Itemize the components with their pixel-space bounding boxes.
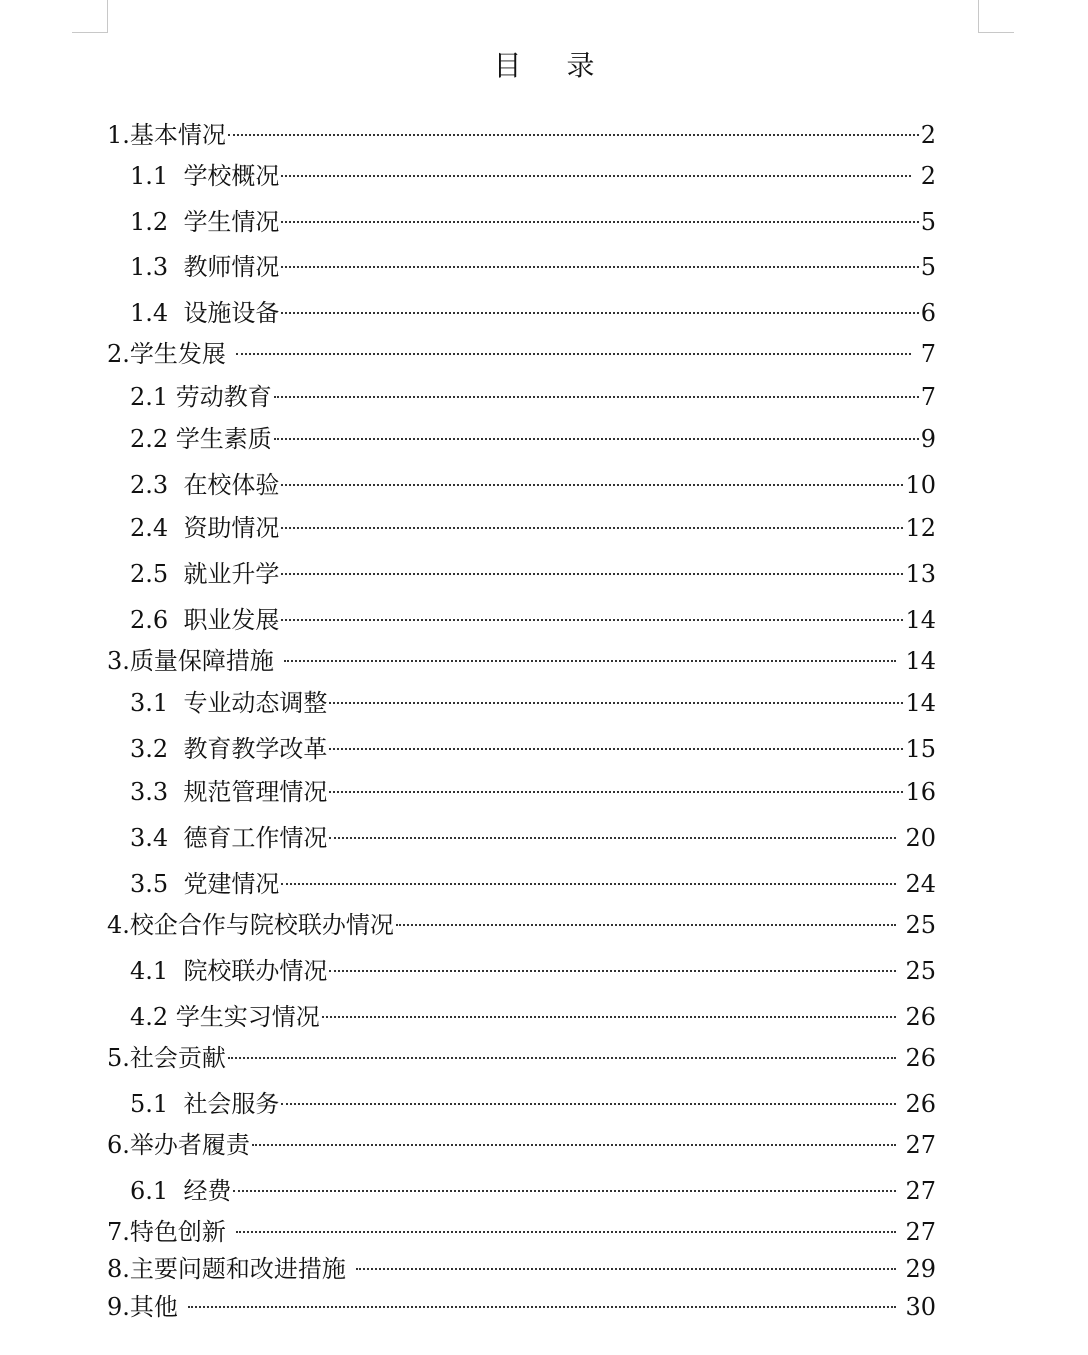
- toc-entry-page: 14: [905, 606, 936, 634]
- toc-dot-leader: [228, 134, 919, 136]
- toc-entry-number: 2.4: [130, 514, 184, 542]
- crop-mark: [978, 0, 979, 32]
- toc-entry[interactable]: [130, 159, 936, 193]
- toc-entry-page: 12: [905, 514, 936, 542]
- toc-entry-number: 2.: [107, 340, 130, 368]
- toc-entry-number: 6.: [107, 1131, 130, 1159]
- toc-entry-page: 6: [920, 299, 936, 327]
- toc-entry-title: 德育工作情况: [183, 824, 328, 852]
- toc-entry-title: 院校联办情况: [183, 957, 328, 985]
- toc-dot-leader: [236, 353, 912, 355]
- toc-dot-leader: [281, 221, 918, 223]
- toc-entry[interactable]: [130, 867, 936, 901]
- toc-entry-number: 1.2: [130, 208, 184, 236]
- toc-entry-page: 26: [897, 1044, 936, 1072]
- toc-entry-page: 26: [897, 1090, 936, 1118]
- toc-dot-leader: [284, 660, 896, 662]
- toc-entry-number: 3.3: [130, 778, 184, 806]
- toc-entry-number: 2.3: [130, 471, 184, 499]
- toc-dot-leader: [274, 438, 919, 440]
- toc-entry-page: 14: [897, 647, 936, 675]
- toc-entry-page: 14: [905, 689, 936, 717]
- toc-entry-title: 经费: [183, 1177, 232, 1205]
- toc-entry-number: 4.1: [130, 957, 184, 985]
- toc-entry-number: 3.4: [130, 824, 184, 852]
- toc-entry-page: 25: [897, 957, 936, 985]
- toc-entry[interactable]: [130, 296, 936, 330]
- toc-entry-title: 学生发展: [129, 340, 234, 368]
- toc-entry-page: 29: [897, 1255, 936, 1283]
- toc-dot-leader: [281, 175, 911, 177]
- toc-entry-title: 专业动态调整: [183, 689, 328, 717]
- toc-entry-title: 质量保障措施: [129, 647, 282, 675]
- toc-entry-page: 30: [897, 1293, 936, 1321]
- toc-dot-leader: [281, 883, 895, 885]
- toc-entry[interactable]: [130, 603, 936, 637]
- toc-entry-number: 4.2: [130, 1003, 176, 1031]
- toc-dot-leader: [281, 266, 918, 268]
- toc-dot-leader: [356, 1268, 896, 1270]
- toc-entry[interactable]: [107, 908, 936, 942]
- toc-dot-leader: [274, 396, 919, 398]
- toc-entry[interactable]: [130, 468, 936, 502]
- toc-entry-title: 社会服务: [183, 1090, 280, 1118]
- toc-entry[interactable]: [107, 644, 936, 678]
- toc-entry-number: 3.2: [130, 735, 184, 763]
- toc-entry[interactable]: [130, 1087, 936, 1121]
- toc-dot-leader: [281, 1103, 895, 1105]
- toc-entry[interactable]: [130, 380, 936, 414]
- toc-dot-leader: [188, 1306, 896, 1308]
- toc-entry-page: 16: [905, 778, 936, 806]
- toc-entry[interactable]: [130, 732, 936, 766]
- toc-entry[interactable]: [130, 1000, 936, 1034]
- toc-entry-page: 7: [913, 340, 936, 368]
- toc-entry-page: 20: [897, 824, 936, 852]
- toc-entry-page: 25: [897, 911, 936, 939]
- toc-entry-title: 特色创新: [129, 1218, 234, 1246]
- toc-entry-title: 主要问题和改进措施: [129, 1255, 354, 1283]
- toc-entry-title: 教育教学改革: [183, 735, 328, 763]
- toc-entry[interactable]: [130, 205, 936, 239]
- crop-mark: [107, 0, 108, 32]
- toc-entry-title: 学生素质: [175, 425, 272, 453]
- toc-entry-number: 8.: [107, 1255, 130, 1283]
- toc-entry-title: 基本情况: [129, 121, 226, 149]
- toc-entry-page: 2: [913, 162, 936, 190]
- toc-entry-title: 举办者履责: [129, 1131, 250, 1159]
- toc-entry-number: 1.1: [130, 162, 184, 190]
- toc-entry[interactable]: [130, 686, 936, 720]
- toc-dot-leader: [329, 970, 895, 972]
- toc-dot-leader: [252, 1144, 896, 1146]
- toc-entry-title: 党建情况: [183, 870, 280, 898]
- toc-entry[interactable]: [130, 775, 936, 809]
- toc-entry-page: 9: [920, 425, 936, 453]
- toc-entry-number: 2.2: [130, 425, 176, 453]
- toc-entry[interactable]: [130, 422, 936, 456]
- toc-entry[interactable]: [130, 557, 936, 591]
- toc-dot-leader: [329, 791, 903, 793]
- toc-entry-page: 27: [897, 1218, 936, 1246]
- toc-entry-number: 9.: [107, 1293, 130, 1321]
- toc-entry-page: 5: [920, 253, 936, 281]
- toc-entry-number: 3.: [107, 647, 130, 675]
- toc-entry[interactable]: [107, 1128, 936, 1162]
- crop-mark: [72, 32, 108, 33]
- toc-entry-title: 规范管理情况: [183, 778, 328, 806]
- toc-entry-title: 其他: [129, 1293, 186, 1321]
- toc-entry-number: 4.: [107, 911, 130, 939]
- toc-entry-number: 5.: [107, 1044, 130, 1072]
- toc-entry[interactable]: [130, 250, 936, 284]
- toc-entry[interactable]: [130, 821, 936, 855]
- toc-entry-title: 就业升学: [183, 560, 280, 588]
- toc-entry-page: 13: [905, 560, 936, 588]
- toc-dot-leader: [281, 312, 918, 314]
- toc-dot-leader: [329, 748, 903, 750]
- toc-entry-page: 26: [897, 1003, 936, 1031]
- toc-entry-number: 1.3: [130, 253, 184, 281]
- toc-entry-number: 3.1: [130, 689, 184, 717]
- toc-entry-page: 10: [905, 471, 936, 499]
- toc-entry-number: 2.6: [130, 606, 184, 634]
- toc-entry-number: 2.5: [130, 560, 184, 588]
- toc-entry[interactable]: [107, 1041, 936, 1075]
- toc-entry-title: 在校体验: [183, 471, 280, 499]
- toc-entry-title: 劳动教育: [175, 383, 272, 411]
- toc-dot-leader: [322, 1016, 896, 1018]
- toc-dot-leader: [236, 1231, 896, 1233]
- toc-entry[interactable]: [107, 1215, 936, 1249]
- toc-entry[interactable]: [130, 1174, 936, 1208]
- toc-entry-title: 校企合作与院校联办情况: [129, 911, 394, 939]
- toc-entry-title: 学生情况: [183, 208, 280, 236]
- toc-entry[interactable]: [130, 954, 936, 988]
- toc-entry-title: 设施设备: [183, 299, 280, 327]
- toc-entry-number: 7.: [107, 1218, 130, 1246]
- toc-entry-title: 社会贡献: [129, 1044, 226, 1072]
- toc-entry-title: 职业发展: [183, 606, 280, 634]
- toc-entry-page: 5: [920, 208, 936, 236]
- toc-entry-title: 资助情况: [183, 514, 280, 542]
- crop-mark: [978, 32, 1014, 33]
- toc-entry-page: 7: [920, 383, 936, 411]
- toc-entry-title: 学生实习情况: [175, 1003, 320, 1031]
- toc-dot-leader: [228, 1057, 896, 1059]
- toc-dot-leader: [281, 484, 903, 486]
- toc-entry-page: 27: [897, 1131, 936, 1159]
- toc-dot-leader: [281, 527, 903, 529]
- toc-dot-leader: [233, 1190, 895, 1192]
- toc-dot-leader: [396, 924, 896, 926]
- toc-entry[interactable]: [107, 337, 936, 371]
- toc-entry-title: 学校概况: [183, 162, 280, 190]
- toc-entry-number: 2.1: [130, 383, 176, 411]
- toc-entry-number: 5.1: [130, 1090, 184, 1118]
- toc-dot-leader: [329, 702, 903, 704]
- toc-entry[interactable]: [107, 1290, 936, 1324]
- toc-entry-page: 2: [920, 121, 936, 149]
- toc-entry[interactable]: [107, 118, 936, 152]
- toc-entry-number: 1.4: [130, 299, 184, 327]
- toc-entry-number: 6.1: [130, 1177, 184, 1205]
- toc-title: 目 录: [493, 49, 613, 82]
- toc-dot-leader: [281, 573, 903, 575]
- toc-dot-leader: [329, 837, 895, 839]
- toc-entry-page: 27: [897, 1177, 936, 1205]
- toc-dot-leader: [281, 619, 903, 621]
- toc-entry-number: 1.: [107, 121, 130, 149]
- toc-entry[interactable]: [130, 511, 936, 545]
- toc-entry-title: 教师情况: [183, 253, 280, 281]
- toc-entry-page: 24: [897, 870, 936, 898]
- toc-entry-number: 3.5: [130, 870, 184, 898]
- toc-entry-page: 15: [905, 735, 936, 763]
- toc-entry[interactable]: [107, 1252, 936, 1286]
